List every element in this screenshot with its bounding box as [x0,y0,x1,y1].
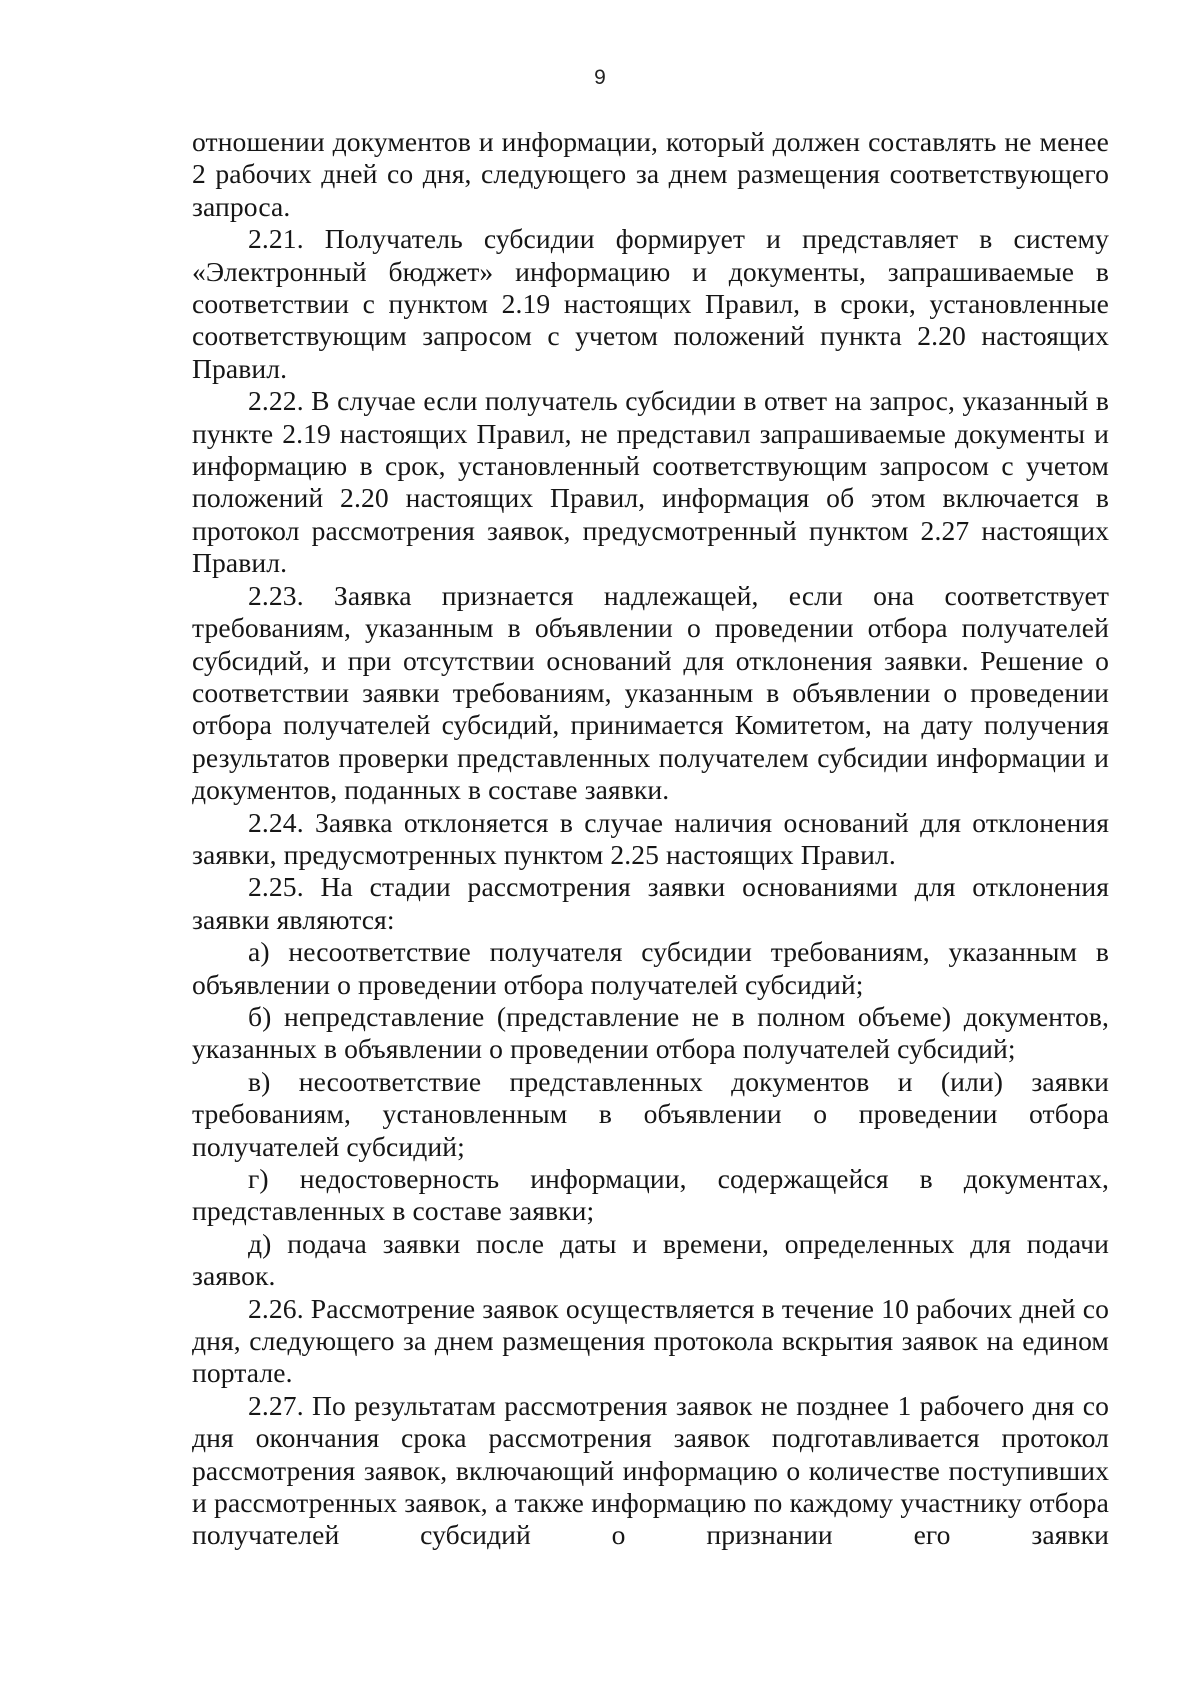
list-item-b: б) непредставление (представление не в полном объеме) документов, указанных в объявлении о проведении отбора получателей субсидий; [192,1000,1109,1065]
paragraph-2-25: 2.25. На стадии рассмотрения заявки основаниями для отклонения заявки являются: [192,871,1109,935]
list-item-v: в) несоответствие представленных документов и (или) заявки требованиям, установленным в объявлении о проведении отбора получателей субсидий; [192,1065,1109,1162]
page-number: 9 [594,66,606,89]
paragraph-2-24: 2.24. Заявка отклоняется в случае наличия оснований для отклонения заявки, предусмотренных пунктом 2.25 настоящих Правил. [192,806,1109,870]
paragraph-2-26: 2.26. Рассмотрение заявок осуществляется в течение 10 рабочих дней со дня, следующего за днем размещения протокола вскрытия заявок на едином портале. [192,1292,1109,1389]
list-item-a: а) несоответствие получателя субсидии требованиям, указанным в объявлении о проведении отбора получателей субсидий; [192,936,1109,1000]
paragraph-2-21: 2.21. Получатель субсидии формирует и представляет в систему «Электронный бюджет» информацию и документы, запрашиваемые в соответствии с пунктом 2.19 настоящих Правил, в сроки, установленные соответствующим запросом с учетом положений пункта 2.20 настоящих Правил. [192,223,1109,384]
paragraph-2-23: 2.23. Заявка признается надлежащей, если она соответствует требованиям, указанным в объявлении о проведении отбора получателей субсидий, и при отсутствии оснований для отклонения заявки. Решение о соответствии заявки требованиям, указанным в объявлении о проведении отбора получателей субсидий, принимается Комитетом, на дату получения результатов проверки представленных получателем субсидии информации и документов, поданных в составе заявки. [192,579,1109,806]
list-item-d: д) подача заявки после даты и времени, определенных для подачи заявок. [192,1227,1109,1292]
paragraph-2-22: 2.22. В случае если получатель субсидии в ответ на запрос, указанный в пункте 2.19 настоящих Правил, не представил запрашиваемые документы и информацию в срок, установленный соответствующим запросом с учетом положений 2.20 настоящих Правил, информация об этом включается в протокол рассмотрения заявок, предусмотренный пунктом 2.27 настоящих Правил. [192,385,1109,579]
document-body [192,126,1109,1552]
paragraph-continuation: отношении документов и информации, который должен составлять не менее 2 рабочих дней со дня, следующего за днем размещения соответствующего запроса. [192,126,1109,222]
list-item-g: г) недостоверность информации, содержащейся в документах, представленных в составе заявки; [192,1163,1109,1227]
paragraph-2-27: 2.27. По результатам рассмотрения заявок не позднее 1 рабочего дня со дня окончания срока рассмотрения заявок подготавливается протокол рассмотрения заявок, включающий информацию о количестве поступивших и рассмотренных заявок, а также информацию по каждому участнику отбора получателей субсидий о признании его заявки [192,1389,1109,1551]
